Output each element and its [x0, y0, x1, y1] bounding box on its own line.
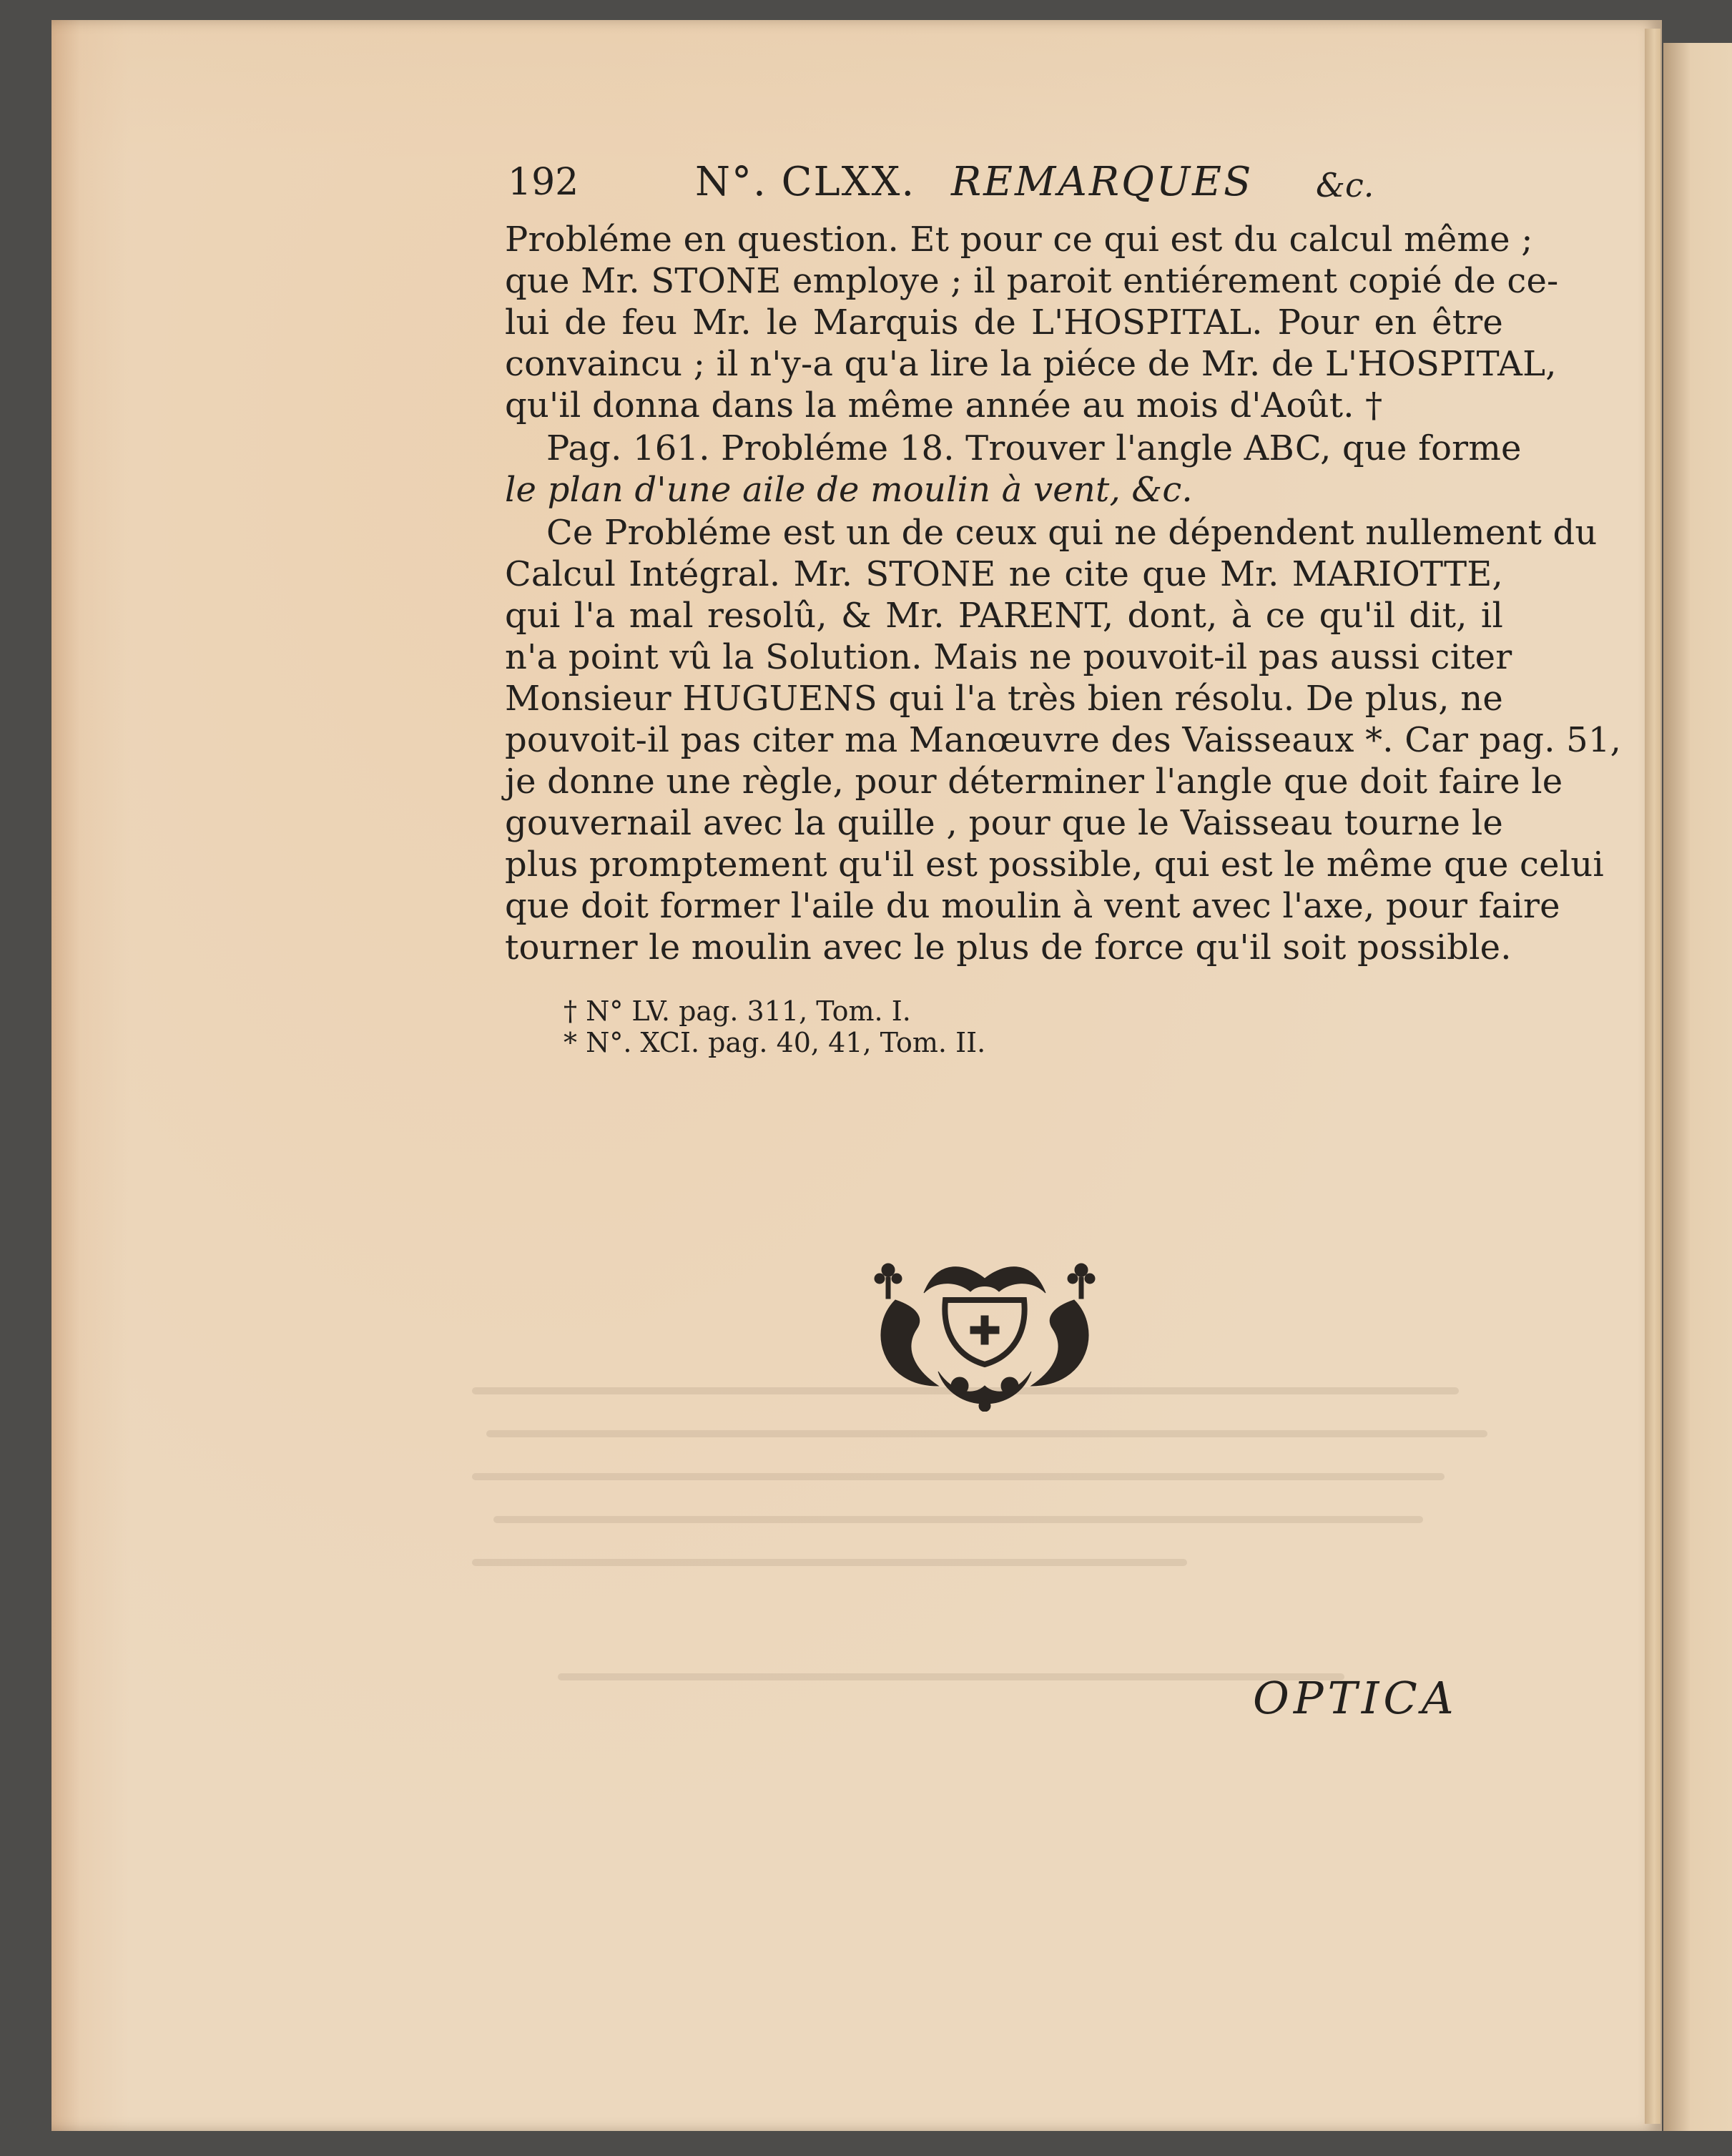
catchword: OPTICA	[1253, 1672, 1458, 1724]
body-line: gouvernail avec la quille , pour que le Vaisseau tourne le	[505, 803, 1503, 843]
body-line: pouvoit-il pas citer ma Manœuvre des Vaisseaux *. Car pag. 51,	[505, 720, 1622, 760]
body-line: tourner le moulin avec le plus de force qu'il soit possible.	[505, 927, 1512, 968]
body-line: le plan d'une aile de moulin à vent, &c.	[505, 470, 1193, 510]
body-line: Monsieur HUGUENS qui l'a très bien résolu. De plus, ne	[505, 679, 1503, 719]
fleuron-ornament	[874, 1250, 1096, 1412]
ornament-center-cross	[970, 1316, 999, 1344]
header-entry-number: N°. CLXX.	[695, 159, 916, 205]
body-line: que Mr. STONE employe ; il paroit entiérement copié de ce-	[505, 261, 1559, 301]
body-line: plus promptement qu'il est possible, qui est le même que celui	[505, 845, 1604, 885]
body-line: lui de feu Mr. le Marquis de L'HOSPITAL. Pour en être	[505, 302, 1503, 343]
page-gutter-edge	[1645, 29, 1660, 2124]
body-line: je donne une règle, pour déterminer l'angle que doit faire le	[505, 762, 1563, 802]
body-line: Probléme en question. Et pour ce qui est du calcul même ;	[505, 220, 1533, 260]
body-line: n'a point vû la Solution. Mais ne pouvoit-il pas aussi citer	[505, 637, 1512, 677]
footnote: † N° LV. pag. 311, Tom. I.	[564, 995, 911, 1027]
body-line: qui l'a mal resolû, & Mr. PARENT, dont, à ce qu'il dit, il	[505, 596, 1503, 636]
header-title: REMARQUES	[951, 159, 1254, 205]
body-line: que doit former l'aile du moulin à vent avec l'axe, pour faire	[505, 886, 1560, 926]
ornament-left-cross	[875, 1264, 902, 1299]
body-line: Pag. 161. Probléme 18. Trouver l'angle ABC, que forme	[546, 428, 1522, 468]
body-line: Ce Probléme est un de ceux qui ne dépendent nullement du	[546, 513, 1598, 553]
ornament-right-cross	[1068, 1264, 1095, 1299]
facing-page-edge	[1663, 43, 1732, 2131]
body-line: Calcul Intégral. Mr. STONE ne cite que Mr. MARIOTTE,	[505, 554, 1503, 594]
body-line: convaincu ; il n'y-a qu'a lire la piéce de Mr. de L'HOSPITAL,	[505, 344, 1557, 384]
page-number: 192	[508, 161, 579, 204]
footnote: * N°. XCI. pag. 40, 41, Tom. II.	[564, 1027, 986, 1058]
header-etc: &c.	[1316, 166, 1374, 205]
body-line: qu'il donna dans la même année au mois d'Août. †	[505, 385, 1383, 425]
